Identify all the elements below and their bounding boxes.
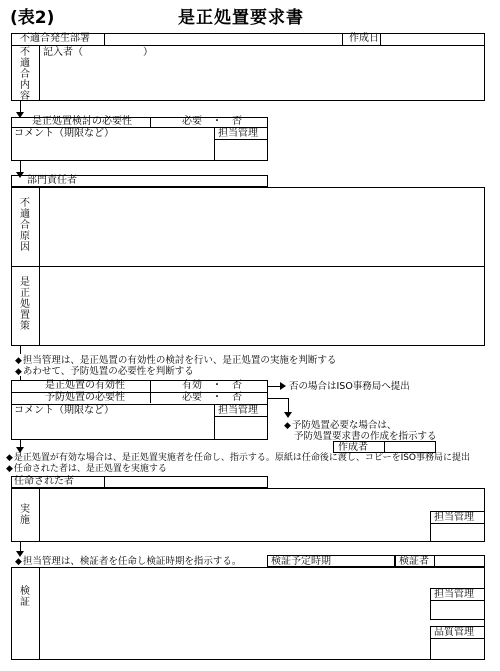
appointed-label: 任命された者 bbox=[14, 476, 74, 487]
creator-box[interactable] bbox=[333, 441, 385, 453]
necessity-label: 是正処置検討の必要性 bbox=[32, 116, 132, 127]
corrective-action-char: 策 bbox=[20, 321, 30, 332]
manager-label-3: 担当管理 bbox=[434, 512, 474, 523]
side-note-prevention-2: 予防処置要求書の作成を指示する bbox=[294, 431, 437, 442]
side-note-prevention-1: ◆ 予防処置必要な場合は、 bbox=[284, 420, 396, 432]
department-head-label: 部門責任者 bbox=[27, 175, 77, 186]
cause-char: 不 bbox=[20, 198, 30, 209]
comment-label: コメント（期限など） bbox=[14, 128, 114, 139]
nonconformity-content-side-label bbox=[11, 47, 39, 102]
verification-section bbox=[11, 567, 485, 660]
cause-side-label bbox=[11, 198, 39, 253]
effectiveness-label: 是正処置の有効性 bbox=[45, 380, 125, 391]
prevention-label: 予防処置の必要性 bbox=[45, 392, 125, 403]
cause-char: 適 bbox=[20, 209, 30, 220]
verification-char: 検 bbox=[20, 586, 30, 597]
note-line-2: ◆ あわせて、予防処置の必要性を判断する bbox=[15, 366, 194, 378]
manager-label: 担当管理 bbox=[218, 128, 258, 139]
nonconformity-content-char: 不 bbox=[20, 47, 30, 58]
implementation-section bbox=[11, 488, 485, 542]
prevention-options[interactable]: 必要 ・ 否 bbox=[182, 392, 242, 403]
verify-schedule-box bbox=[267, 555, 395, 567]
implementation-char: 施 bbox=[20, 515, 30, 526]
manager-box-3 bbox=[430, 511, 485, 542]
page-title: 是正処置要求書 bbox=[178, 8, 304, 28]
verification-side-label bbox=[11, 586, 39, 608]
nonconformity-content-char: 合 bbox=[20, 69, 30, 80]
note-line-1: ◆ 担当管理は、是正処置の有効性の検討を行い、是正処置の実施を判断する bbox=[15, 355, 336, 367]
verifier-box bbox=[395, 555, 435, 567]
cause-char: 合 bbox=[20, 220, 30, 231]
cause-char: 原 bbox=[20, 231, 30, 242]
corrective-action-side-label bbox=[11, 277, 39, 332]
nonconformity-content-char: 適 bbox=[20, 58, 30, 69]
corrective-action-char: 正 bbox=[20, 288, 30, 299]
necessity-options[interactable]: 必要 ・ 否 bbox=[182, 116, 242, 127]
date-label: 作成日 bbox=[349, 33, 379, 44]
corrective-action-char: 是 bbox=[20, 277, 30, 288]
nonconformity-content-char: 内 bbox=[20, 80, 30, 91]
dept-label: 不適合発生部署 bbox=[20, 33, 90, 44]
corrective-action-char: 置 bbox=[20, 310, 30, 321]
implementation-char: 実 bbox=[20, 504, 30, 515]
effectiveness-options[interactable]: 有効 ・ 否 bbox=[182, 380, 242, 391]
corrective-action-char: 処 bbox=[20, 299, 30, 310]
manager-box-4 bbox=[430, 588, 485, 620]
implementation-side-label bbox=[11, 504, 39, 526]
side-note-iso: 否の場合はISO事務局へ提出 bbox=[289, 381, 410, 392]
recorder-label[interactable]: 記入者（ ） bbox=[43, 47, 153, 58]
manager-label-4: 担当管理 bbox=[434, 589, 474, 600]
creator-label: 作成者 bbox=[338, 442, 368, 453]
form-number: (表2) bbox=[10, 8, 55, 28]
quality-box bbox=[430, 626, 485, 660]
comment-label-2: コメント（期限など） bbox=[14, 405, 114, 416]
verify-schedule-label: 検証予定時期 bbox=[271, 556, 331, 567]
verification-char: 証 bbox=[20, 597, 30, 608]
creator-value-box[interactable] bbox=[384, 441, 436, 453]
note-line-5: ◆ 担当管理は、検証者を任命し検証時期を指示する。 bbox=[15, 556, 241, 568]
nonconformity-content-char: 容 bbox=[20, 91, 30, 102]
manager-label-2: 担当管理 bbox=[218, 405, 258, 416]
note-line-3: ◆ 是正処置が有効な場合は、是正処置実施者を任命し、指示する。原紙は任命後に渡し、コピーをISO事務局に提出 bbox=[6, 453, 470, 464]
verifier-value-box[interactable] bbox=[434, 555, 485, 567]
note-line-4: ◆ 任命された者は、是正処置を実施する bbox=[6, 464, 167, 475]
verifier-label: 検証者 bbox=[399, 556, 429, 567]
cause-char: 因 bbox=[20, 242, 30, 253]
quality-label: 品質管理 bbox=[434, 627, 474, 638]
